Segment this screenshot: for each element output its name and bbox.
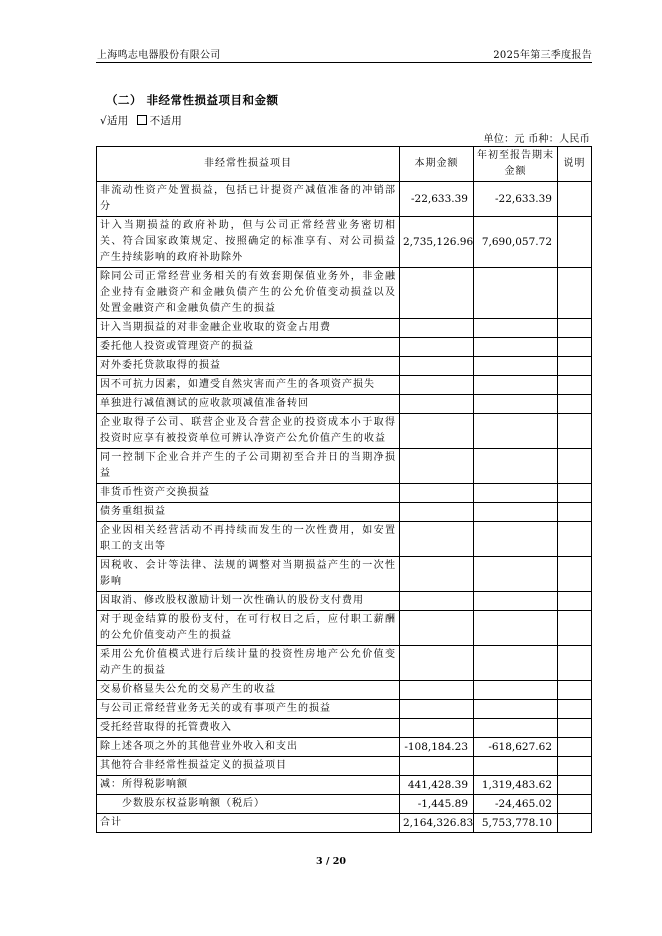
applicability-options xyxy=(100,113,182,128)
item-cell: 少数股东权益影响额（税后） xyxy=(97,795,400,814)
current-amount-cell: 2,735,126.96 xyxy=(400,217,474,268)
ytd-amount-cell xyxy=(474,522,558,557)
current-amount-cell: -1,445.89 xyxy=(400,795,474,814)
ytd-amount-cell: 5,753,778.10 xyxy=(474,814,558,833)
table-row xyxy=(97,338,592,357)
note-cell xyxy=(558,268,592,319)
ytd-amount-cell: 7,690,057.72 xyxy=(474,217,558,268)
note-cell xyxy=(558,503,592,522)
table-row xyxy=(97,319,592,338)
current-amount-cell xyxy=(400,484,474,503)
note-cell xyxy=(558,681,592,700)
not-applicable-label: 不适用 xyxy=(149,115,183,127)
item-cell: 因不可抗力因素，如遭受自然灾害而产生的各项资产损失 xyxy=(97,376,400,395)
item-cell: 单独进行减值测试的应收款项减值准备转回 xyxy=(97,395,400,414)
ytd-amount-cell xyxy=(474,376,558,395)
item-cell: 受托经营取得的托管费收入 xyxy=(97,719,400,738)
note-cell xyxy=(558,376,592,395)
table-row xyxy=(97,814,592,833)
note-cell xyxy=(558,557,592,592)
table-row xyxy=(97,757,592,776)
current-amount-cell xyxy=(400,646,474,681)
current-amount-cell xyxy=(400,395,474,414)
note-cell xyxy=(558,217,592,268)
item-cell: 非流动性资产处置损益，包括已计提资产减值准备的冲销部分 xyxy=(97,182,400,217)
note-cell xyxy=(558,484,592,503)
item-cell: 同一控制下企业合并产生的子公司期初至合并日的当期净损益 xyxy=(97,449,400,484)
current-amount-cell: 441,428.39 xyxy=(400,776,474,795)
ytd-amount-cell xyxy=(474,395,558,414)
table-body xyxy=(97,182,592,833)
header-company: 上海鸣志电器股份有限公司 xyxy=(97,50,221,61)
item-cell: 对外委托贷款取得的损益 xyxy=(97,357,400,376)
table-row xyxy=(97,217,592,268)
current-amount-cell: 2,164,326.83 xyxy=(400,814,474,833)
table-header-row xyxy=(97,147,592,182)
empty-checkbox-icon xyxy=(137,115,147,125)
item-cell: 委托他人投资或管理资产的损益 xyxy=(97,338,400,357)
current-amount-cell xyxy=(400,592,474,611)
col-header-note: 说明 xyxy=(558,147,592,182)
header-divider xyxy=(96,62,592,63)
current-amount-cell xyxy=(400,319,474,338)
table-row xyxy=(97,700,592,719)
note-cell xyxy=(558,700,592,719)
ytd-amount-cell xyxy=(474,449,558,484)
note-cell xyxy=(558,592,592,611)
col-header-item: 非经常性损益项目 xyxy=(97,147,400,182)
current-amount-cell xyxy=(400,338,474,357)
table-row xyxy=(97,182,592,217)
page-number: 3 / 20 xyxy=(316,856,346,867)
ytd-amount-cell xyxy=(474,557,558,592)
table-row xyxy=(97,738,592,757)
current-amount-cell xyxy=(400,414,474,449)
item-cell: 其他符合非经常性损益定义的损益项目 xyxy=(97,757,400,776)
section-title: （二） 非经常性损益项目和金额 xyxy=(106,93,279,107)
table-row xyxy=(97,646,592,681)
item-cell: 除上述各项之外的其他营业外收入和支出 xyxy=(97,738,400,757)
note-cell xyxy=(558,414,592,449)
ytd-amount-cell: -24,465.02 xyxy=(474,795,558,814)
note-cell xyxy=(558,449,592,484)
item-cell: 计入当期损益的对非金融企业收取的资金占用费 xyxy=(97,319,400,338)
table-row xyxy=(97,611,592,646)
note-cell xyxy=(558,338,592,357)
ytd-amount-cell xyxy=(474,719,558,738)
table-row xyxy=(97,395,592,414)
applicable-label: 适用 xyxy=(107,115,129,127)
item-cell: 因取消、修改股权激励计划一次性确认的股份支付费用 xyxy=(97,592,400,611)
table-row xyxy=(97,449,592,484)
current-amount-cell xyxy=(400,522,474,557)
item-cell: 采用公允价值模式进行后续计量的投资性房地产公允价值变动产生的损益 xyxy=(97,646,400,681)
current-amount-cell xyxy=(400,700,474,719)
note-cell xyxy=(558,795,592,814)
table-row xyxy=(97,484,592,503)
current-amount-cell: -108,184.23 xyxy=(400,738,474,757)
ytd-amount-cell xyxy=(474,757,558,776)
table-row xyxy=(97,414,592,449)
ytd-amount-cell xyxy=(474,414,558,449)
table-row xyxy=(97,592,592,611)
table-row xyxy=(97,268,592,319)
table-row xyxy=(97,795,592,814)
ytd-amount-cell xyxy=(474,700,558,719)
col-header-ytd: 年初至报告期末金额 xyxy=(474,147,558,182)
item-cell: 与公司正常经营业务无关的或有事项产生的损益 xyxy=(97,700,400,719)
current-amount-cell xyxy=(400,449,474,484)
current-amount-cell xyxy=(400,503,474,522)
table-row xyxy=(97,557,592,592)
table-row xyxy=(97,503,592,522)
ytd-amount-cell xyxy=(474,319,558,338)
header-report-title: 2025年第三季度报告 xyxy=(493,50,592,61)
item-cell: 企业取得子公司、联营企业及合营企业的投资成本小于取得投资时应享有被投资单位可辨认净资产公允价值产生的收益 xyxy=(97,414,400,449)
checkmark-icon: √ xyxy=(100,115,107,127)
current-amount-cell xyxy=(400,557,474,592)
note-cell xyxy=(558,738,592,757)
ytd-amount-cell xyxy=(474,611,558,646)
note-cell xyxy=(558,611,592,646)
item-cell: 非货币性资产交换损益 xyxy=(97,484,400,503)
non-recurring-items-table xyxy=(96,146,592,833)
current-amount-cell xyxy=(400,376,474,395)
note-cell xyxy=(558,757,592,776)
item-cell: 企业因相关经营活动不再持续而发生的一次性费用，如安置职工的支出等 xyxy=(97,522,400,557)
table-row xyxy=(97,776,592,795)
ytd-amount-cell xyxy=(474,357,558,376)
item-cell: 除同公司正常经营业务相关的有效套期保值业务外，非金融企业持有金融资产和金融负债产生的公允价值变动损益以及处置金融资产和金融负债产生的损益 xyxy=(97,268,400,319)
ytd-amount-cell xyxy=(474,484,558,503)
current-amount-cell xyxy=(400,757,474,776)
item-cell: 减：所得税影响额 xyxy=(97,776,400,795)
current-amount-cell xyxy=(400,357,474,376)
note-cell xyxy=(558,395,592,414)
ytd-amount-cell: 1,319,483.62 xyxy=(474,776,558,795)
note-cell xyxy=(558,357,592,376)
col-header-current: 本期金额 xyxy=(400,147,474,182)
table-row xyxy=(97,522,592,557)
note-cell xyxy=(558,182,592,217)
ytd-amount-cell: -618,627.62 xyxy=(474,738,558,757)
item-cell: 计入当期损益的政府补助，但与公司正常经营业务密切相关、符合国家政策规定、按照确定的标准享有、对公司损益产生持续影响的政府补助除外 xyxy=(97,217,400,268)
item-cell: 对于现金结算的股份支付，在可行权日之后，应付职工薪酬的公允价值变动产生的损益 xyxy=(97,611,400,646)
table-row xyxy=(97,681,592,700)
ytd-amount-cell xyxy=(474,268,558,319)
ytd-amount-cell xyxy=(474,681,558,700)
table-row xyxy=(97,357,592,376)
ytd-amount-cell: -22,633.39 xyxy=(474,182,558,217)
current-amount-cell xyxy=(400,719,474,738)
ytd-amount-cell xyxy=(474,592,558,611)
note-cell xyxy=(558,522,592,557)
item-cell: 交易价格显失公允的交易产生的收益 xyxy=(97,681,400,700)
current-amount-cell xyxy=(400,268,474,319)
note-cell xyxy=(558,719,592,738)
note-cell xyxy=(558,776,592,795)
item-cell: 因税收、会计等法律、法规的调整对当期损益产生的一次性影响 xyxy=(97,557,400,592)
item-cell: 合计 xyxy=(97,814,400,833)
ytd-amount-cell xyxy=(474,503,558,522)
current-amount-cell xyxy=(400,611,474,646)
ytd-amount-cell xyxy=(474,338,558,357)
note-cell xyxy=(558,646,592,681)
note-cell xyxy=(558,814,592,833)
table-row xyxy=(97,719,592,738)
item-cell: 债务重组损益 xyxy=(97,503,400,522)
table-row xyxy=(97,376,592,395)
ytd-amount-cell xyxy=(474,646,558,681)
current-amount-cell xyxy=(400,681,474,700)
unit-currency-line: 单位：元 币种：人民币 xyxy=(483,134,590,145)
current-amount-cell: -22,633.39 xyxy=(400,182,474,217)
note-cell xyxy=(558,319,592,338)
